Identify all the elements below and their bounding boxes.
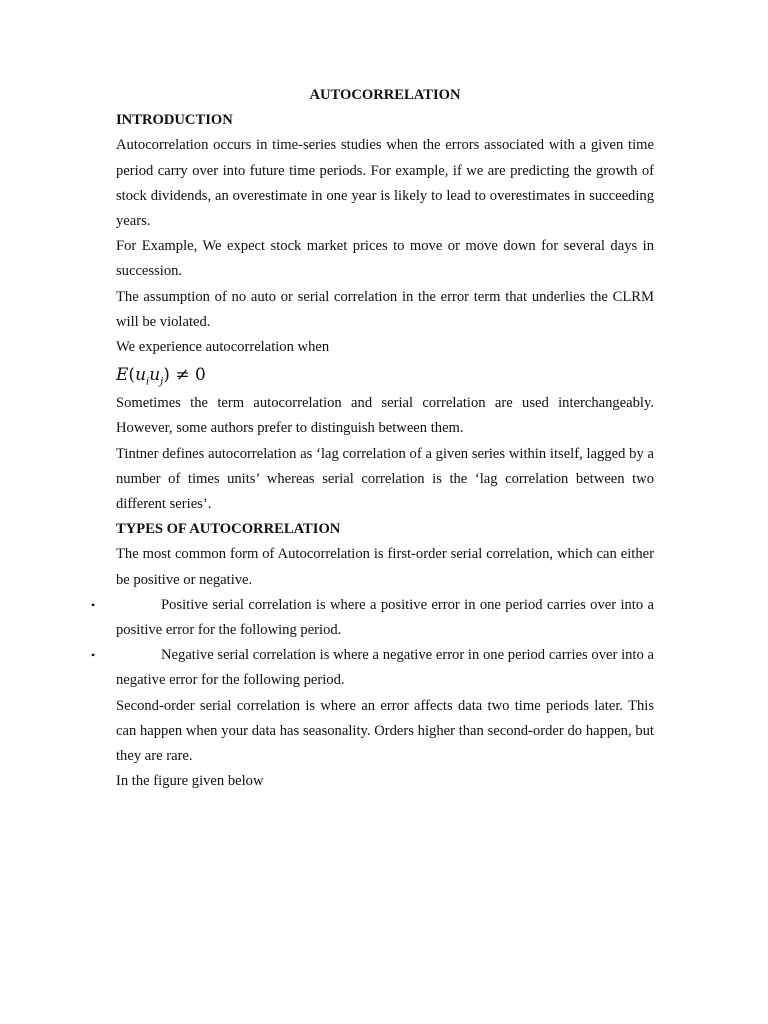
bullet-item-negative	[91, 643, 654, 693]
formula-close-paren: )	[163, 365, 170, 386]
intro-paragraph-3: The assumption of no auto or serial correlation in the error term that underlies the CLRM will be violated.	[116, 288, 654, 330]
formula-open-paren: (	[128, 365, 136, 386]
bullet-text-negative: Negative serial correlation is where a negative error in one period carries over into a negative error for the following period.	[116, 647, 654, 689]
bullet-dot: •	[91, 597, 96, 612]
formula-u-j: u	[149, 365, 161, 386]
types-paragraph-3: In the figure given below	[116, 773, 264, 790]
formula-not-equal-zero: ≠ 0	[169, 365, 206, 386]
autocorrelation-formula	[116, 360, 654, 391]
intro-paragraph-6: Tintner defines autocorrelation as ‘lag correlation of a given series within itself, lagged by a number of times units’ whereas serial correlation is the ‘lag correlation between two different series’.	[116, 445, 654, 513]
introduction-heading: INTRODUCTION	[116, 112, 233, 129]
formula-sub-i: i	[146, 376, 150, 388]
bullet-text-positive: Positive serial correlation is where a positive error in one period carries over into a positive error for the following period.	[116, 596, 654, 639]
formula-sub-j: j	[160, 376, 164, 388]
intro-paragraph-4: We experience autocorrelation when	[116, 339, 330, 356]
document-title: AUTOCORRELATION	[309, 87, 461, 103]
intro-paragraph-1: Autocorrelation occurs in time-series studies when the errors associated with a given time period carry over into future time periods. For example, if we are predicting the growth of stock dividends, an overestimate in one year is likely to lead to overestimates in succeeding years.	[116, 137, 654, 230]
intro-paragraph-2: For Example, We expect stock market prices to move or move down for several days in succession.	[116, 238, 654, 280]
bullet-dot: •	[91, 648, 96, 663]
types-paragraph-1: The most common form of Autocorrelation is first-order serial correlation, which can either be positive or negative.	[116, 546, 654, 588]
types-heading: TYPES OF AUTOCORRELATION	[116, 521, 341, 538]
formula-u-i: u	[135, 365, 147, 386]
bullet-item-positive	[91, 593, 654, 643]
intro-paragraph-5: Sometimes the term autocorrelation and serial correlation are used interchangeably. However, some authors prefer to distinguish between them.	[116, 395, 654, 437]
formula-expectation: E	[116, 365, 129, 386]
types-paragraph-2: Second-order serial correlation is where an error affects data two time periods later. This can happen when your data has seasonality. Orders higher than second-order do happen, but they are rare.	[116, 697, 654, 765]
document-page	[91, 83, 654, 794]
